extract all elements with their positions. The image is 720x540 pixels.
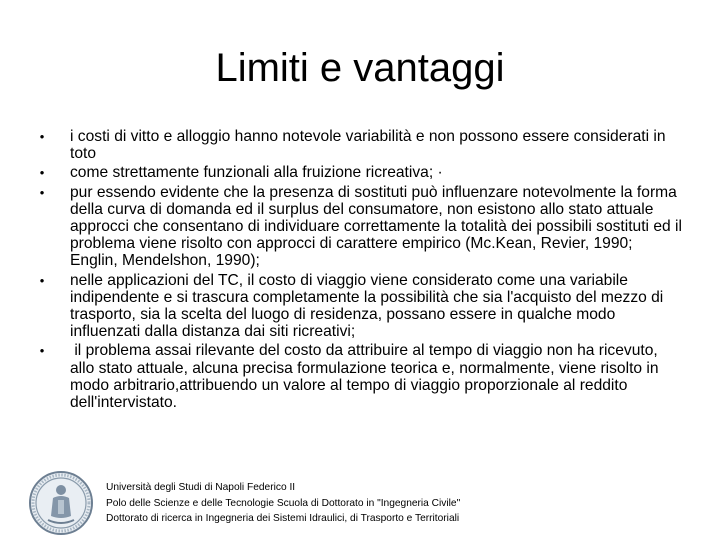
bullet-item — [36, 272, 684, 341]
bullet-icon: • — [39, 184, 45, 200]
bullet-item — [36, 342, 684, 411]
footer-doctorate: Dottorato di ricerca in Ingegneria dei Sistemi Idraulici, di Trasporto e Territoriali — [106, 513, 460, 524]
bullet-icon: • — [39, 129, 45, 144]
bullet-text: nelle applicazioni del TC, il costo di viaggio viene considerato come una variabile indipendente e si trascura completamente la possibilità che sia l'acquisto del mezzo di trasporto, sia la scelta del luogo di residenza, possano essere in qualche modo influenzati dalla distanza dai siti ricreativi; — [70, 271, 664, 341]
footer-text — [106, 480, 460, 527]
bullet-text: i costi di vitto e alloggio hanno notevole variabilità e non possono essere considerati in toto — [70, 128, 666, 163]
bullet-icon: • — [39, 165, 45, 181]
footer-university: Università degli Studi di Napoli Federico II — [106, 482, 296, 493]
footer — [28, 470, 628, 534]
university-seal-icon — [28, 470, 94, 536]
bullet-item — [36, 164, 684, 181]
bullet-icon: • — [39, 343, 45, 359]
footer-school: Polo delle Scienze e delle Tecnologie Scuola di Dottorato in "Ingegneria Civile" — [106, 497, 461, 509]
bullet-text: il problema assai rilevante del costo da attribuire al tempo di viaggio non ha ricevuto, allo stato attuale, alcuna precisa formulazione teorica e, normalmente, viene risolto in modo arbitrario,attribuendo un valore al tempo di viaggio proporzionale al reddito dell'intervistato. — [70, 342, 663, 412]
slide-title: Limiti e vantaggi — [215, 46, 505, 90]
bullet-list — [36, 128, 684, 413]
bullet-text: pur essendo evidente che la presenza di sostituti può influenzare notevolmente la forma della curva di domanda ed il surplus del consumatore, non esistono allo stato attuale approcci che consentano di individuare correttamente la totalità dei possibili sostituti ed il problema viene risolto con approcci di carattere empirico (Mc.Kean, Revier, 1990; Englin, Mendelshon, 1990); — [70, 183, 682, 270]
bullet-item — [36, 184, 684, 270]
bullet-item — [36, 128, 684, 162]
bullet-icon: • — [39, 272, 45, 288]
bullet-text: come strettamente funzionali alla fruizione ricreativa; · — [70, 164, 443, 182]
